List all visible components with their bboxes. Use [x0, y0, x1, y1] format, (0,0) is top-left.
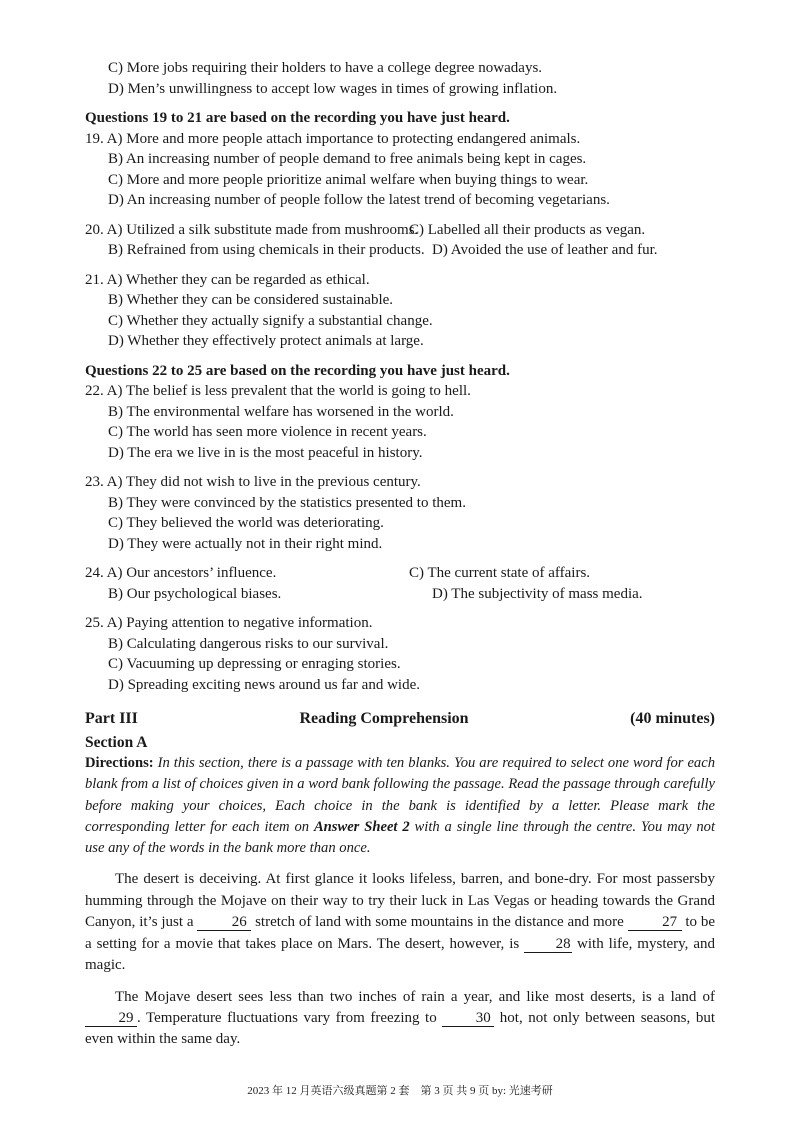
option-d: D) An increasing number of people follow the latest trend of becoming vegetarians. — [108, 192, 610, 208]
option-c: C) More jobs requiring their holders to have a college degree nowadays. — [108, 60, 543, 76]
blank-28: 28 — [524, 936, 572, 953]
passage-text: The Mojave desert sees less than two inches of rain a year, and like most deserts, is a land of — [115, 988, 715, 1005]
part-time: (40 minutes) — [630, 710, 715, 727]
directions-text: In this section, there is a passage with ten blanks. You are required to select one word for each blank from a list of choices given in a word bank following the passage. Read the passage through carefully before making your choices, Each choice in the bank is identified by a letter. Please mark the corresponding letter for each item on — [85, 755, 715, 835]
blank-30: 30 — [442, 1010, 494, 1027]
directions-text-end: with a single line through the centre. You may not use any of the words in the bank more than once. — [85, 818, 715, 857]
part-title: Reading Comprehension — [299, 710, 469, 727]
answer-sheet-ref: Answer Sheet 2 — [313, 818, 410, 835]
passage-text: stretch of land with some mountains in the distance and more — [251, 914, 628, 931]
option-c: C) More and more people prioritize animal welfare when buying things to wear. — [108, 171, 589, 188]
option-d: D) The subjectivity of mass media. — [432, 585, 643, 602]
passage-paragraph — [85, 987, 715, 1051]
passage-text: hot, not only between seasons, but even within the same day. — [85, 1009, 715, 1048]
directions — [85, 753, 715, 859]
option-a: 24. A) Our ancestors’ influence. — [85, 565, 277, 581]
option-c: C) They believed the world was deteriorating. — [108, 515, 384, 531]
page-content — [85, 58, 715, 1051]
option-a: 20. A) Utilized a silk substitute made from mushrooms. — [85, 221, 419, 238]
option-b: B) An increasing number of people demand to free animals being kept in cages. — [108, 151, 587, 167]
question-set-heading: Questions 22 to 25 are based on the recording you have just heard. — [85, 362, 510, 379]
question-21 — [85, 270, 715, 352]
blank-26: 26 — [197, 914, 251, 931]
passage-text: to be a setting for a movie that takes place on Mars. The desert, however, is — [85, 914, 716, 952]
section-title: Section A — [85, 733, 148, 751]
option-c: C) Labelled all their products as vegan. — [409, 221, 646, 238]
passage-text: The desert is deceiving. At first glance it looks lifeless, barren, and bone-dry. For most passersby humming through the Mojave on their way to try their luck in Las Vegas or heading towards the Grand Canyon, it’s just a — [85, 871, 715, 931]
passage-text: . Temperature fluctuations vary from freezing to — [137, 1009, 443, 1026]
option-a: 19. A) More and more people attach importance to protecting endangered animals. — [85, 130, 581, 147]
question-25 — [85, 613, 715, 695]
question-24 — [85, 563, 715, 604]
option-b: B) Calculating dangerous risks to our survival. — [108, 635, 389, 652]
option-a: 22. A) The belief is less prevalent that the world is going to hell. — [85, 383, 471, 399]
question-18-tail — [85, 58, 715, 99]
directions-label: Directions: — [85, 755, 154, 771]
option-b: B) Whether they can be considered sustainable. — [108, 292, 394, 308]
question-set-heading: Questions 19 to 21 are based on the recording you have just heard. — [85, 110, 510, 126]
blank-27: 27 — [628, 914, 682, 931]
option-d: D) They were actually not in their right mind. — [108, 535, 383, 552]
question-19 — [85, 129, 715, 211]
part-label: Part III — [85, 710, 138, 727]
page-footer: 2023 年 12 月英语六级真题第 2 套 第 3 页 共 9 页 by: 光速考研 — [247, 1085, 553, 1097]
question-22 — [85, 381, 715, 463]
option-d: D) Avoided the use of leather and fur. — [432, 242, 658, 258]
option-d: D) The era we live in is the most peaceful in history. — [108, 444, 423, 461]
blank-29: 29 — [85, 1010, 137, 1027]
option-b: B) Refrained from using chemicals in their products. — [108, 242, 425, 258]
option-c: C) The world has seen more violence in recent years. — [108, 424, 427, 440]
option-d: D) Whether they effectively protect animals at large. — [108, 333, 424, 349]
part-header — [85, 709, 715, 730]
option-b: B) Our psychological biases. — [108, 585, 282, 602]
option-a: 21. A) Whether they can be regarded as ethical. — [85, 271, 370, 288]
option-b: B) The environmental welfare has worsened in the world. — [108, 403, 454, 420]
question-23 — [85, 472, 715, 554]
option-b: B) They were convinced by the statistics presented to them. — [108, 494, 466, 511]
option-d: D) Men’s unwillingness to accept low wages in times of growing inflation. — [108, 80, 558, 97]
passage-text: with life, mystery, and magic. — [85, 935, 715, 974]
question-20 — [85, 220, 715, 261]
option-d: D) Spreading exciting news around us far and wide. — [108, 676, 420, 693]
option-c: C) Vacuuming up depressing or enraging stories. — [108, 656, 401, 672]
option-a: 23. A) They did not wish to live in the previous century. — [85, 474, 421, 490]
option-a: 25. A) Paying attention to negative information. — [85, 615, 373, 631]
option-c: C) Whether they actually signify a substantial change. — [108, 312, 433, 329]
option-c: C) The current state of affairs. — [409, 565, 591, 581]
passage-paragraph — [85, 869, 715, 976]
